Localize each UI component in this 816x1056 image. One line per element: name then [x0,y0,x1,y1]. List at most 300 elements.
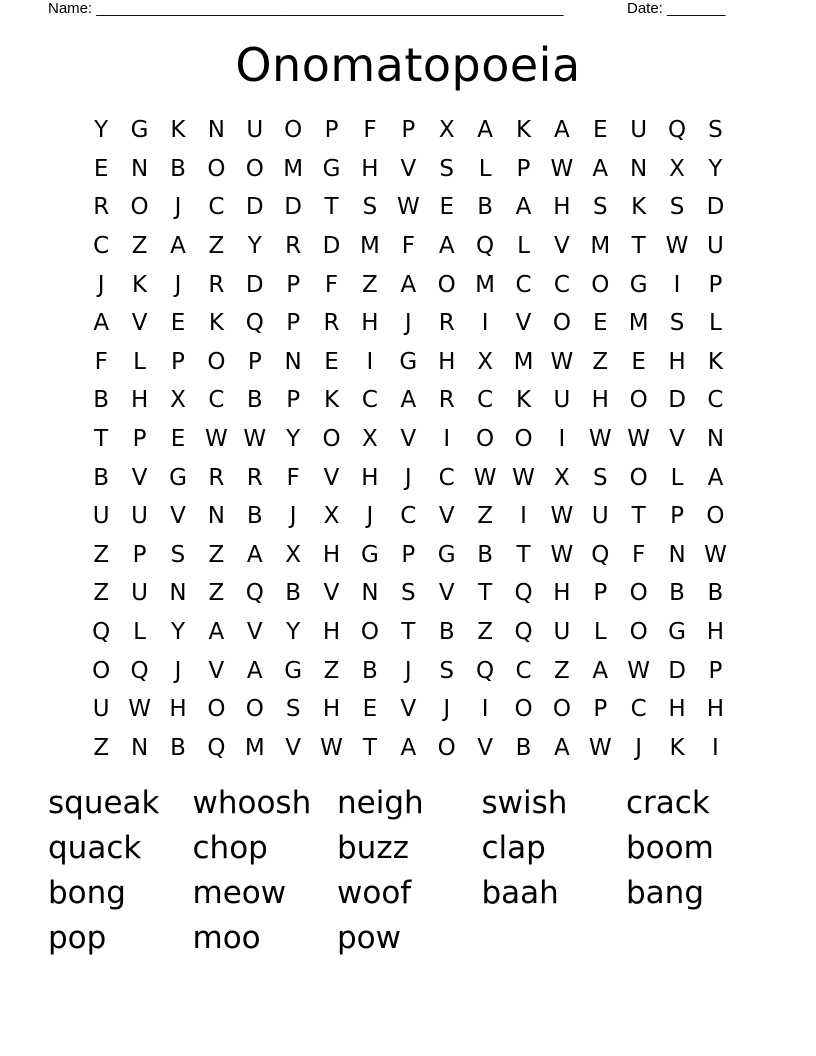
grid-letter: A [707,464,724,491]
grid-letter: A [554,734,570,761]
grid-letter: D [245,194,264,221]
grid-letter: W [550,541,574,568]
grid-letter: E [362,696,378,723]
grid-letter: D [668,387,686,414]
grid-letter: M [628,310,649,337]
grid-letter: Z [554,657,570,684]
grid-letter: Q [245,580,264,607]
grid-letter: M [283,155,304,182]
grid-letter: R [323,310,340,337]
grid-letter: B [170,734,186,761]
grid-letter: D [284,194,302,221]
grid-letter: P [132,541,147,568]
grid-letter: H [361,464,379,491]
grid-letter: Q [591,541,610,568]
word-list-item: crack [626,784,710,821]
grid-letter: B [285,580,302,607]
grid-letter: U [553,619,571,646]
grid-letter: A [400,734,417,761]
grid-letter: W [665,233,689,260]
grid-letter: S [669,194,685,221]
grid-letter: Q [476,233,495,260]
grid-letter: A [592,657,609,684]
word-list-item: bong [48,874,126,911]
grid-letter: Q [92,619,111,646]
grid-letter: P [516,155,531,182]
grid-letter: E [439,194,454,221]
grid-letter: M [590,233,611,260]
grid-letter: O [476,426,495,453]
grid-letter: J [174,271,182,298]
grid-letter: J [404,310,412,337]
grid-letter: Z [93,541,110,568]
grid-letter: G [130,117,149,144]
grid-letter: V [246,619,263,646]
grid-letter: S [439,155,455,182]
grid-letter: G [437,541,456,568]
grid-letter: E [93,155,109,182]
grid-letter: O [437,271,456,298]
grid-letter: H [553,194,571,221]
grid-letter: M [513,348,534,375]
grid-letter: J [443,696,451,723]
grid-letter: V [323,580,340,607]
word-list-item: pop [48,919,107,956]
grid-letter: N [130,155,149,182]
grid-letter: U [553,387,571,414]
grid-letter: K [707,348,723,375]
grid-letter: X [669,155,685,182]
grid-letter: G [322,155,341,182]
grid-letter: S [708,117,723,144]
grid-letter: J [174,194,182,221]
grid-letter: B [246,503,263,530]
grid-letter: I [520,503,527,530]
grid-letter: G [668,619,686,646]
grid-letter: V [131,464,148,491]
grid-letter: P [593,580,608,607]
grid-letter: Z [93,734,110,761]
grid-letter: V [400,155,417,182]
grid-letter: R [208,271,225,298]
grid-letter: P [593,696,608,723]
grid-letter: W [396,194,420,221]
grid-letter: A [208,619,225,646]
grid-letter: W [704,541,727,568]
grid-letter: P [401,541,416,568]
grid-letter: A [246,657,263,684]
grid-letter: Y [247,233,262,260]
grid-letter: I [673,271,681,298]
grid-letter: T [631,233,646,260]
grid-letter: O [245,696,264,723]
grid-letter: H [706,696,725,723]
grid-letter: J [174,657,182,684]
grid-letter: X [170,387,186,414]
grid-letter: G [399,348,418,375]
grid-letter: K [208,310,224,337]
grid-letter: N [130,734,149,761]
grid-letter: I [558,426,566,453]
grid-letter: S [592,464,608,491]
grid-letter: K [132,271,148,298]
grid-letter: Z [93,580,110,607]
grid-letter: O [629,464,648,491]
grid-letter: D [322,233,341,260]
grid-letter: M [360,233,380,260]
grid-letter: B [707,580,724,607]
grid-letter: H [438,348,456,375]
grid-letter: I [443,426,451,453]
grid-letter: H [322,619,341,646]
grid-letter: J [289,503,297,530]
grid-letter: H [668,348,686,375]
grid-letter: G [169,464,187,491]
grid-letter: V [669,426,685,453]
grid-letter: A [400,271,417,298]
grid-letter: W [243,426,267,453]
grid-letter: V [438,503,455,530]
grid-letter: X [323,503,340,530]
grid-letter: H [668,696,686,723]
word-list-item: buzz [337,829,409,866]
grid-letter: D [706,194,725,221]
grid-letter: P [132,426,147,453]
grid-letter: E [593,117,608,144]
grid-letter: E [170,426,186,453]
grid-letter: G [284,657,303,684]
grid-letter: U [591,503,609,530]
grid-letter: C [515,271,532,298]
grid-letter: A [515,194,532,221]
grid-letter: F [363,117,377,144]
grid-letter: X [477,348,493,375]
grid-letter: I [366,348,374,375]
grid-letter: D [668,657,686,684]
grid-letter: O [245,155,264,182]
grid-letter: T [362,734,377,761]
grid-letter: Y [708,155,723,182]
grid-letter: S [592,194,608,221]
grid-letter: K [170,117,186,144]
grid-letter: B [669,580,685,607]
word-list-item: quack [48,829,142,866]
word-list-item: pow [337,919,401,956]
grid-letter: R [246,464,263,491]
grid-letter: B [477,541,493,568]
grid-letter: W [550,348,574,375]
grid-letter: X [285,541,302,568]
word-list-item: swish [481,784,568,821]
grid-letter: Z [592,348,609,375]
grid-letter: S [669,310,685,337]
grid-letter: C [208,194,225,221]
grid-letter: Z [208,233,225,260]
grid-letter: V [131,310,148,337]
grid-letter: H [169,696,187,723]
grid-letter: R [438,310,455,337]
grid-letter: Z [208,580,225,607]
word-list-item: clap [481,829,546,866]
grid-letter: S [439,657,455,684]
grid-letter: P [708,271,723,298]
grid-letter: W [320,734,343,761]
grid-letter: Q [514,580,533,607]
grid-letter: R [208,464,225,491]
grid-letter: L [593,619,607,646]
grid-letter: Z [477,503,493,530]
grid-letter: P [247,348,262,375]
grid-letter: Z [208,541,225,568]
grid-letter: E [170,310,186,337]
grid-letter: F [632,541,646,568]
grid-letter: A [246,541,263,568]
date-field-line: Date: _______ [627,0,726,17]
grid-letter: Y [94,117,109,144]
grid-letter: B [438,619,455,646]
grid-letter: T [631,503,646,530]
grid-letter: L [133,619,146,646]
grid-letter: Y [286,426,301,453]
grid-letter: O [629,580,648,607]
grid-letter: O [437,734,456,761]
grid-letter: H [591,387,609,414]
grid-letter: U [131,503,148,530]
grid-letter: O [629,387,648,414]
grid-letter: P [171,348,185,375]
word-list-item: boom [626,829,714,866]
grid-letter: V [400,426,417,453]
word-list-item: meow [192,874,287,911]
grid-letter: E [324,348,339,375]
grid-letter: O [207,696,226,723]
grid-letter: T [478,580,493,607]
grid-letter: W [627,657,651,684]
grid-letter: O [706,503,725,530]
grid-letter: W [550,155,574,182]
word-list-item: whoosh [192,784,312,821]
grid-letter: V [323,464,340,491]
grid-letter: K [515,387,532,414]
grid-letter: F [286,464,300,491]
grid-letter: X [554,464,570,491]
grid-letter: L [517,233,530,260]
grid-letter: P [286,310,301,337]
grid-letter: O [322,426,341,453]
grid-letter: I [481,696,489,723]
word-list-item: baah [481,874,559,911]
grid-letter: B [170,155,186,182]
grid-letter: A [170,233,186,260]
grid-letter: K [669,734,685,761]
grid-letter: O [629,619,648,646]
grid-letter: Y [286,619,301,646]
grid-letter: U [92,696,110,723]
grid-letter: F [401,233,415,260]
grid-letter: O [207,348,226,375]
grid-letter: C [93,233,110,260]
grid-letter: O [130,194,149,221]
grid-letter: W [627,426,651,453]
grid-letter: P [324,117,339,144]
grid-letter: H [130,387,149,414]
grid-letter: B [93,387,110,414]
grid-letter: V [285,734,302,761]
grid-letter: V [515,310,532,337]
grid-letter: G [629,271,648,298]
grid-letter: U [630,117,648,144]
grid-letter: W [473,464,497,491]
grid-letter: I [481,310,489,337]
grid-letter: O [514,426,533,453]
grid-letter: W [204,426,228,453]
grid-letter: S [285,696,301,723]
grid-letter: C [477,387,494,414]
word-list-item: moo [192,919,261,956]
grid-letter: T [324,194,339,221]
grid-letter: P [708,657,723,684]
grid-letter: V [208,657,225,684]
grid-letter: Q [514,619,533,646]
grid-letter: C [400,503,417,530]
grid-letter: O [591,271,610,298]
grid-letter: C [707,387,724,414]
grid-letter: Q [130,657,149,684]
grid-letter: C [553,271,570,298]
grid-letter: P [286,387,301,414]
grid-letter: Y [170,619,185,646]
grid-letter: L [133,348,146,375]
grid-letter: W [550,503,574,530]
word-list-item: woof [337,874,412,911]
grid-letter: N [706,426,725,453]
grid-letter: E [631,348,646,375]
grid-letter: N [284,348,302,375]
grid-letter: W [588,426,612,453]
grid-letter: V [170,503,186,530]
grid-letter: F [324,271,339,298]
grid-letter: A [400,387,417,414]
grid-letter: J [97,271,105,298]
grid-letter: V [477,734,493,761]
grid-letter: O [284,117,303,144]
grid-letter: W [588,734,612,761]
grid-letter: S [401,580,416,607]
grid-letter: B [515,734,532,761]
grid-letter: C [438,464,455,491]
grid-letter: K [515,117,532,144]
grid-letter: O [552,696,571,723]
grid-letter: Z [131,233,148,260]
grid-letter: B [93,464,110,491]
word-list [48,780,771,960]
grid-letter: B [477,194,493,221]
grid-letter: N [207,503,225,530]
grid-letter: L [670,464,684,491]
grid-letter: C [630,696,647,723]
grid-letter: P [286,271,301,298]
grid-letter: V [554,233,570,260]
grid-letter: R [93,194,110,221]
grid-letter: S [362,194,378,221]
grid-letter: R [438,387,455,414]
grid-letter: G [361,541,379,568]
grid-letter: C [361,387,378,414]
grid-letter: X [438,117,455,144]
grid-letter: H [706,619,725,646]
grid-letter: E [593,310,608,337]
grid-letter: B [362,657,378,684]
grid-letter: N [361,580,379,607]
grid-letter: B [246,387,263,414]
word-list-item: bang [626,874,704,911]
grid-letter: U [246,117,264,144]
grid-letter: V [400,696,417,723]
grid-letter: O [514,696,533,723]
grid-letter: D [245,271,264,298]
grid-letter: M [475,271,496,298]
grid-letter: J [404,464,412,491]
grid-letter: J [366,503,374,530]
grid-letter: W [512,464,535,491]
grid-letter: N [169,580,187,607]
grid-letter: T [94,426,109,453]
page-title: Onomatopoeia [235,38,581,92]
grid-letter: Z [323,657,340,684]
grid-letter: O [92,657,111,684]
letter-grid [82,111,735,767]
grid-letter: A [93,310,110,337]
grid-letter: Z [477,619,493,646]
grid-letter: A [477,117,493,144]
grid-letter: C [515,657,532,684]
grid-letter: S [170,541,186,568]
grid-letter: I [712,734,719,761]
grid-letter: P [401,117,416,144]
grid-letter: H [361,310,379,337]
grid-letter: U [131,580,148,607]
grid-letter: A [438,233,455,260]
grid-letter: N [668,541,686,568]
grid-letter: T [516,541,531,568]
grid-letter: H [553,580,571,607]
grid-letter: Q [207,734,226,761]
grid-letter: O [207,155,226,182]
name-field-line: Name: ________________________________________________________ [48,0,564,17]
grid-letter: F [94,348,108,375]
grid-letter: M [244,734,265,761]
grid-letter: J [404,657,412,684]
grid-letter: O [552,310,571,337]
grid-letter: N [630,155,648,182]
grid-letter: Z [362,271,378,298]
grid-letter: H [322,541,341,568]
grid-letter: U [707,233,724,260]
grid-letter: A [554,117,570,144]
grid-letter: W [128,696,151,723]
grid-letter: L [478,155,492,182]
grid-letter: Q [245,310,264,337]
grid-letter: R [285,233,302,260]
grid-letter: A [592,155,609,182]
word-list-item: chop [192,829,268,866]
grid-letter: Q [476,657,495,684]
grid-letter: Q [668,117,687,144]
grid-letter: C [208,387,225,414]
grid-letter: J [635,734,643,761]
grid-letter: X [362,426,378,453]
grid-letter: H [322,696,341,723]
